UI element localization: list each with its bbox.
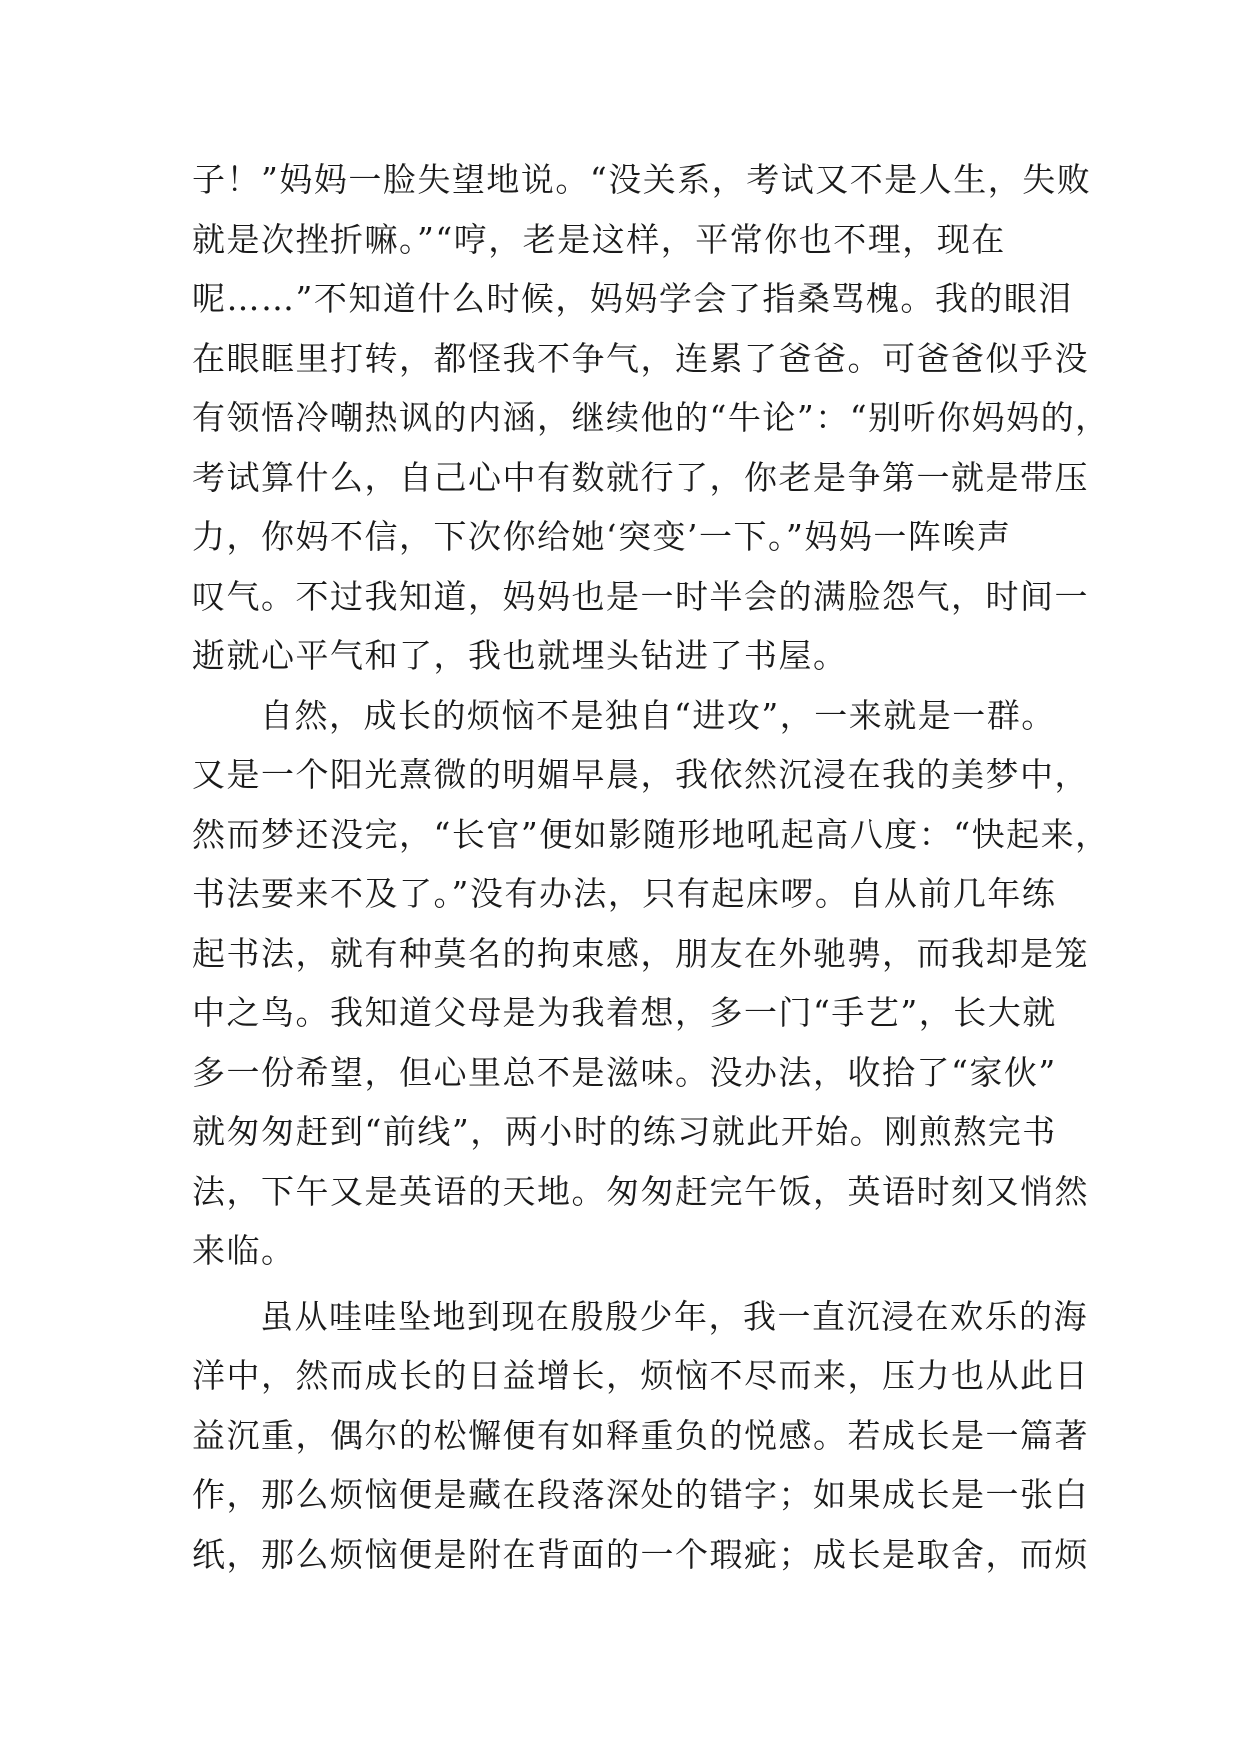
text-line: 在眼眶里打转，都怪我不争气，连累了爸爸。可爸爸似乎没 bbox=[192, 338, 1089, 378]
paragraph-2 bbox=[192, 686, 1110, 1281]
text-line: 力，你妈不信，下次你给她‘突变’一下。”妈妈一阵唉声 bbox=[192, 517, 1012, 556]
text-line: 纸，那么烦恼便是附在背面的一个瑕疵；成长是取舍，而烦 bbox=[192, 1534, 1089, 1574]
text-line: 洋中，然而成长的日益增长，烦恼不尽而来，压力也从此日 bbox=[192, 1356, 1089, 1395]
text-line: 有领悟冷嘲热讽的内涵，继续他的“牛论”：“别听你妈妈的， bbox=[192, 398, 1110, 437]
text-line: 呢……”不知道什么时候，妈妈学会了指桑骂槐。我的眼泪 bbox=[192, 279, 1073, 318]
text-line: 自然，成长的烦恼不是独自“进攻”，一来就是一群。 bbox=[260, 695, 1056, 735]
paragraph-1 bbox=[192, 150, 1110, 686]
text-line: 叹气。不过我知道，妈妈也是一时半会的满脸怨气，时间一 bbox=[192, 576, 1089, 616]
text-line: 考试算什么，自己心中有数就行了，你老是争第一就是带压 bbox=[192, 457, 1089, 497]
text-line: 就匆匆赶到“前线”，两小时的练习就此开始。刚煎熬完书 bbox=[192, 1112, 1057, 1151]
text-line: 作，那么烦恼便是藏在段落深处的错字；如果成长是一张白 bbox=[192, 1475, 1089, 1514]
text-line: 中之鸟。我知道父母是为我着想，多一门“手艺”，长大就 bbox=[192, 993, 1057, 1032]
text-line: 起书法，就有种莫名的拘束感，朋友在外驰骋，而我却是笼 bbox=[192, 933, 1089, 973]
text-line: 书法要来不及了。”没有办法，只有起床啰。自从前几年练 bbox=[192, 874, 1057, 913]
text-line: 益沉重，偶尔的松懈便有如释重负的悦感。若成长是一篇著 bbox=[192, 1415, 1089, 1455]
text-line: 来临。 bbox=[192, 1231, 296, 1270]
text-line: 虽从哇哇坠地到现在殷殷少年，我一直沉浸在欢乐的海 bbox=[260, 1296, 1088, 1336]
text-line: 子！”妈妈一脸失望地说。“没关系，考试又不是人生，失败 bbox=[192, 160, 1092, 199]
paragraph-3 bbox=[192, 1287, 1089, 1585]
text-line: 又是一个阳光熹微的明媚早晨，我依然沉浸在我的美梦中， bbox=[192, 755, 1089, 794]
text-line: 就是次挫折嘛。”“哼，老是这样，平常你也不理，现在 bbox=[192, 219, 1006, 259]
text-line: 法，下午又是英语的天地。匆匆赶完午饭，英语时刻又悄然 bbox=[192, 1171, 1089, 1211]
document-body bbox=[192, 150, 1110, 1584]
text-line: 然而梦还没完，“长官”便如影随形地吼起高八度：“快起来， bbox=[192, 814, 1110, 854]
text-line: 逝就心平气和了，我也就埋头钻进了书屋。 bbox=[192, 636, 848, 675]
text-line: 多一份希望，但心里总不是滋味。没办法，收拾了“家伙” bbox=[192, 1052, 1057, 1092]
